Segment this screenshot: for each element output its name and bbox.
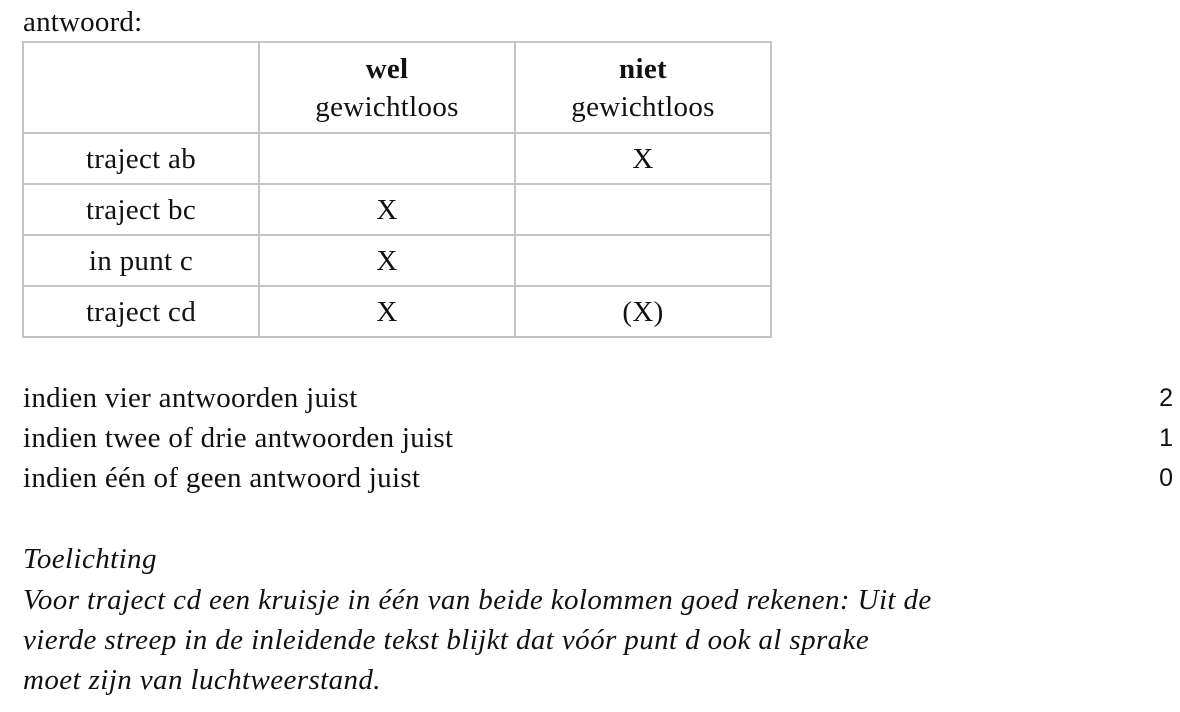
scoring-points: 1 <box>1159 424 1173 452</box>
scoring-line: indien twee of drie antwoorden juist <box>23 422 454 454</box>
cell-wel: X <box>259 184 515 235</box>
table-row <box>23 184 771 235</box>
note-title: Toelichting <box>23 543 157 575</box>
header-wel-sub: gewichtloos <box>315 90 459 123</box>
header-cell-empty <box>23 42 259 133</box>
row-label: traject ab <box>23 133 259 184</box>
scoring-points: 0 <box>1159 464 1173 492</box>
note-line: vierde streep in de inleidende tekst blijkt dat vóór punt d ook al sprake <box>23 624 870 656</box>
scoring-line: indien vier antwoorden juist <box>23 382 358 414</box>
cell-niet: (X) <box>515 286 771 337</box>
table-row <box>23 286 771 337</box>
note-line: Voor traject cd een kruisje in één van beide kolommen goed rekenen: Uit de <box>23 584 932 616</box>
cell-niet: X <box>515 133 771 184</box>
header-cell-wel <box>259 42 515 133</box>
scoring-points: 2 <box>1159 384 1173 412</box>
table-header-row <box>23 42 771 133</box>
table-row <box>23 133 771 184</box>
answer-label: antwoord: <box>23 6 143 38</box>
table-row <box>23 235 771 286</box>
cell-niet <box>515 184 771 235</box>
cell-wel <box>259 133 515 184</box>
header-cell-niet <box>515 42 771 133</box>
scoring-line: indien één of geen antwoord juist <box>23 462 421 494</box>
header-niet-bold: niet <box>619 52 667 85</box>
row-label: in punt c <box>23 235 259 286</box>
cell-wel: X <box>259 235 515 286</box>
cell-niet <box>515 235 771 286</box>
header-niet-sub: gewichtloos <box>571 90 715 123</box>
answer-table <box>22 41 772 338</box>
cell-wel: X <box>259 286 515 337</box>
header-wel-bold: wel <box>365 52 409 85</box>
row-label: traject cd <box>23 286 259 337</box>
note-line: moet zijn van luchtweerstand. <box>23 664 381 696</box>
row-label: traject bc <box>23 184 259 235</box>
